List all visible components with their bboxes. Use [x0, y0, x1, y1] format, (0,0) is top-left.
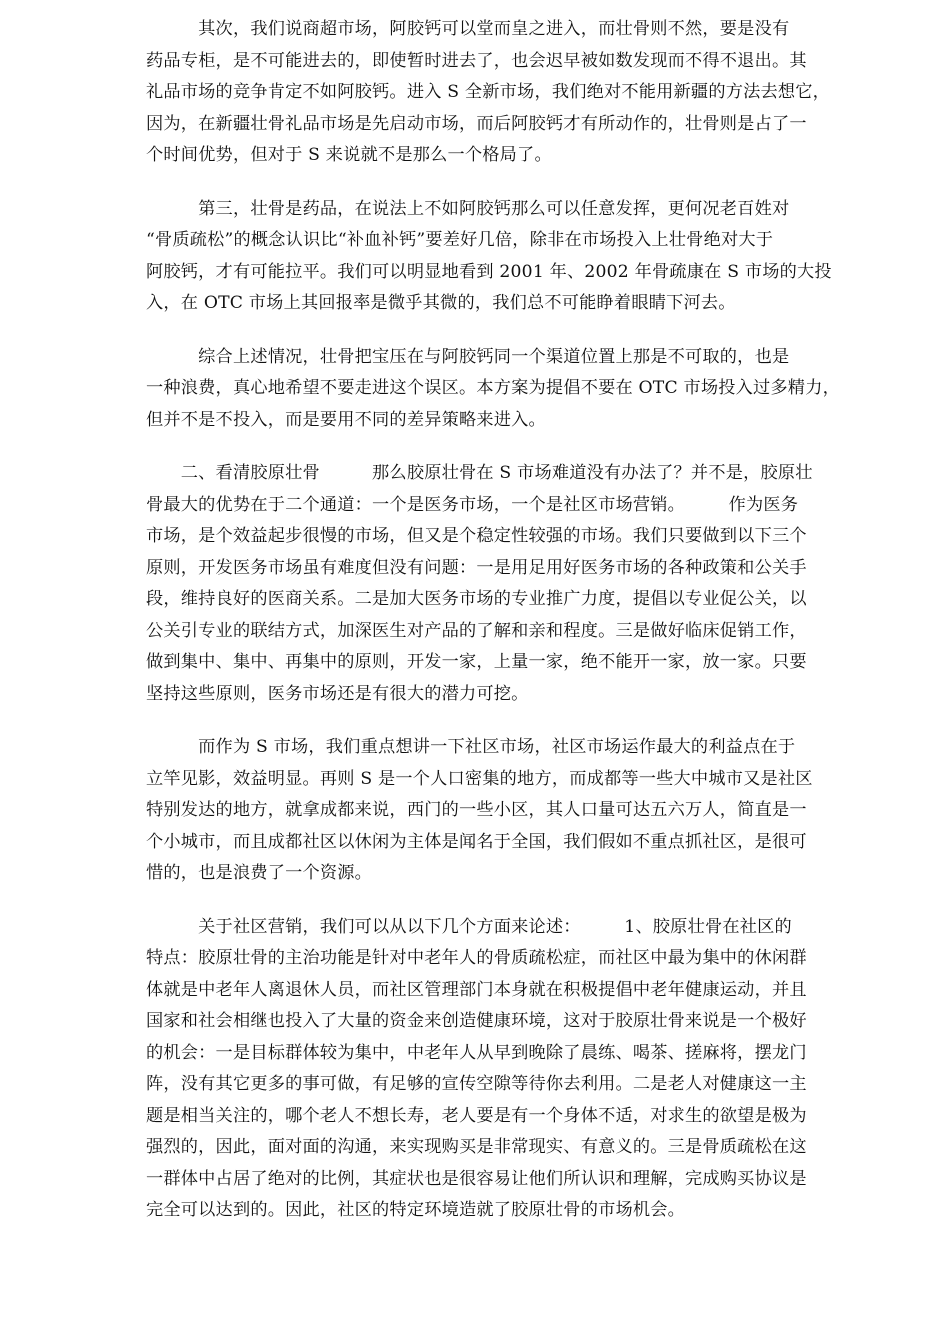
text-line: 但并不是不投入，而是要用不同的差异策略来进入。 — [146, 409, 546, 430]
text-line: “骨质疏松”的概念认识比“补血补钙”要差好几倍，除非在市场投入上壮骨绝对大于 — [146, 230, 774, 250]
text-line: 完全可以达到的。因此，社区的特定环境造就了胶原壮骨的市场机会。 — [146, 1200, 686, 1220]
text-line: 题是相当关注的，哪个老人不想长寿，老人要是有一个身体不适，对求生的欲望是极为 — [146, 1105, 807, 1126]
text-line: 一群体中占居了绝对的比例，其症状也是很容易让他们所认识和理解，完成购买协议是 — [146, 1168, 807, 1189]
text-line: 药品专柜，是不可能进去的，即使暂时进去了，也会迟早被如数发现而不得不退出。其 — [146, 50, 807, 71]
text-line: 原则，开发医务市场虽有难度但没有问题：一是用足用好医务市场的各种政策和公关手 — [146, 557, 807, 578]
text-line: 国家和社会相继也投入了大量的资金来创造健康环境，这对于胶原壮骨来说是一个极好 — [146, 1011, 807, 1031]
text-line: 而作为 S 市场，我们重点想讲一下社区市场，社区市场运作最大的利益点在于 — [146, 737, 796, 757]
text-line: 关于社区营销，我们可以从以下几个方面来论述： 1、胶原壮骨在社区的 — [146, 916, 792, 937]
text-line: 综合上述情况，壮骨把宝压在与阿胶钙同一个渠道位置上那是不可取的，也是 — [146, 346, 790, 367]
text-line: 坚持这些原则，医务市场还是有很大的潜力可挖。 — [146, 683, 529, 704]
text-line: 段，维持良好的医商关系。二是加大医务市场的专业推广力度，提倡以专业促公关，以 — [146, 589, 807, 609]
text-line: 阵，没有其它更多的事可做，有足够的宣传空隙等待你去利用。二是老人对健康这一主 — [146, 1074, 807, 1094]
text-line: 其次，我们说商超市场，阿胶钙可以堂而皇之进入，而壮骨则不然，要是没有 — [146, 19, 790, 39]
text-line: 的机会：一是目标群体较为集中，中老年人从早到晚除了晨练、喝茶、搓麻将，摆龙门 — [146, 1042, 807, 1063]
paragraph-summary — [146, 342, 881, 437]
text-line: 市场，是个效益起步很慢的市场，但又是个稳定性较强的市场。我们只要做到以下三个 — [146, 526, 807, 546]
text-line: 惜的，也是浪费了一个资源。 — [146, 863, 373, 883]
text-line: 特别发达的地方，就拿成都来说，西门的一些小区，其人口量可达五六万人，简直是一 — [146, 800, 807, 820]
text-line: 第三，壮骨是药品，在说法上不如阿胶钙那么可以任意发挥，更何况老百姓对 — [146, 198, 790, 219]
text-line: 一种浪费，真心地希望不要走进这个误区。本方案为提倡不要在 OTC 市场投入过多精力， — [146, 378, 840, 398]
paragraph-third-point — [146, 194, 881, 320]
paragraph-supermarket — [146, 14, 881, 172]
paragraph-community-marketing — [146, 912, 881, 1227]
text-line: 二、看清胶原壮骨 那么胶原壮骨在 S 市场难道没有办法了？并不是，胶原壮 — [146, 463, 813, 483]
text-line: 体就是中老年人离退休人员，而社区管理部门本身就在积极提倡中老年健康运动，并且 — [146, 979, 807, 1000]
text-line: 礼品市场的竞争肯定不如阿胶钙。进入 S 全新市场，我们绝对不能用新疆的方法去想它， — [146, 82, 831, 102]
text-line: 做到集中、集中、再集中的原则，开发一家，上量一家，绝不能开一家，放一家。只要 — [146, 652, 807, 672]
text-line: 骨最大的优势在于二个通道：一个是医务市场，一个是社区市场营销。 作为医务 — [146, 494, 799, 515]
text-line: 公关引专业的联结方式，加深医生对产品的了解和亲和程度。三是做好临床促销工作， — [146, 620, 807, 641]
paragraph-community-market — [146, 732, 881, 890]
paragraph-section-two — [146, 458, 881, 710]
text-line: 个小城市，而且成都社区以休闲为主体是闻名于全国，我们假如不重点抓社区，是很可 — [146, 831, 807, 852]
text-line: 入，在 OTC 市场上其回报率是微乎其微的，我们总不可能睁着眼睛下河去。 — [146, 293, 736, 313]
text-line: 阿胶钙，才有可能拉平。我们可以明显地看到 2001 年、2002 年骨疏康在 S 市场的大投 — [146, 261, 832, 282]
text-line: 个时间优势，但对于 S 来说就不是那么一个格局了。 — [146, 145, 552, 165]
text-line: 因为，在新疆壮骨礼品市场是先启动市场，而后阿胶钙才有所动作的，壮骨则是占了一 — [146, 113, 807, 134]
text-line: 特点：胶原壮骨的主治功能是针对中老年人的骨质疏松症，而社区中最为集中的休闲群 — [146, 948, 807, 968]
document-page — [146, 14, 881, 1249]
text-line: 强烈的，因此，面对面的沟通，来实现购买是非常现实、有意义的。三是骨质疏松在这 — [146, 1137, 807, 1157]
text-line: 立竿见影，效益明显。再则 S 是一个人口密集的地方，而成都等一些大中城市又是社区 — [146, 768, 813, 789]
